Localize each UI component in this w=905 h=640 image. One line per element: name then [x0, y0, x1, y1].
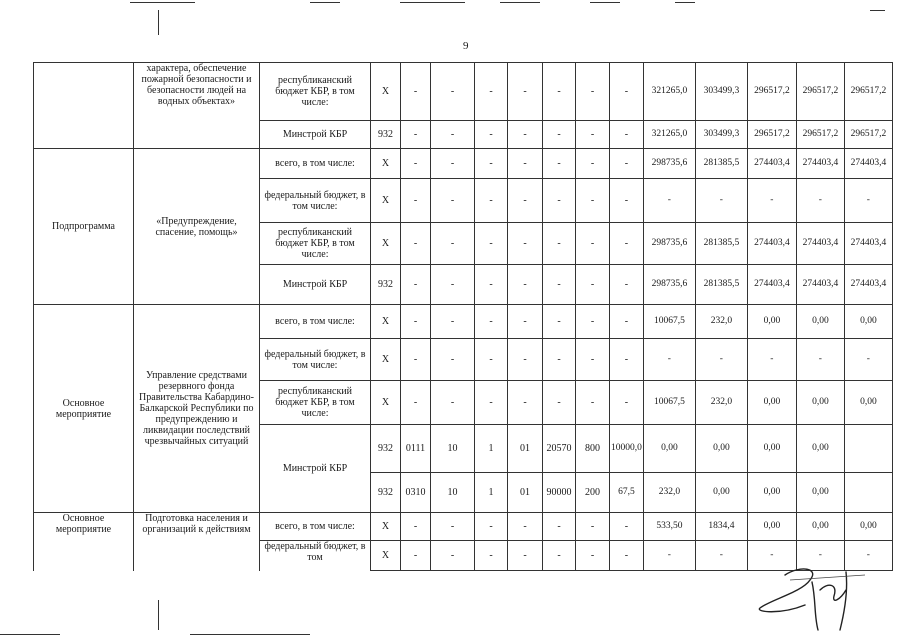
- om-cell: -: [543, 63, 576, 121]
- pr-cell: 10: [431, 425, 475, 473]
- value-cell: 0,00: [643, 425, 695, 473]
- pr-cell: -: [431, 149, 475, 179]
- value-cell: -: [844, 339, 892, 381]
- value-cell: -: [643, 179, 695, 223]
- value-cell: 298735,6: [643, 265, 695, 305]
- gp-cell: -: [475, 121, 508, 149]
- value-cell: 274403,4: [796, 149, 844, 179]
- value-cell: 10000,0: [610, 425, 644, 473]
- rz-cell: -: [401, 223, 431, 265]
- rz-cell: -: [401, 381, 431, 425]
- pp-cell: -: [508, 149, 543, 179]
- rz-cell: -: [401, 541, 431, 571]
- pr-cell: -: [431, 541, 475, 571]
- value-cell: 296517,2: [844, 63, 892, 121]
- value-cell: 0,00: [844, 305, 892, 339]
- gp-cell: -: [475, 179, 508, 223]
- direction-cell: 800: [576, 425, 610, 473]
- value-cell: -: [695, 179, 747, 223]
- om-cell: -: [543, 121, 576, 149]
- vr-cell: -: [610, 381, 644, 425]
- value-cell: -: [844, 179, 892, 223]
- value-cell: -: [747, 541, 796, 571]
- value-cell: 10067,5: [643, 305, 695, 339]
- value-cell: 303499,3: [695, 121, 747, 149]
- value-cell: 0,00: [747, 425, 796, 473]
- rz-cell: -: [401, 179, 431, 223]
- grbs-cell: 932: [371, 121, 401, 149]
- vr-cell: -: [610, 121, 644, 149]
- gp-cell: -: [475, 265, 508, 305]
- value-cell: -: [695, 339, 747, 381]
- value-cell: 303499,3: [695, 63, 747, 121]
- value-cell: -: [796, 339, 844, 381]
- vr-cell: -: [610, 149, 644, 179]
- direction-cell: -: [576, 121, 610, 149]
- scan-artifact: [590, 2, 620, 3]
- gp-cell: -: [475, 223, 508, 265]
- value-cell: 281385,5: [695, 265, 747, 305]
- funding-source-cell: всего, в том числе:: [260, 513, 371, 541]
- value-cell: 0,00: [796, 513, 844, 541]
- value-cell: 0,00: [747, 305, 796, 339]
- value-cell: -: [643, 339, 695, 381]
- scan-artifact: [400, 2, 465, 3]
- grbs-cell: 932: [371, 265, 401, 305]
- value-cell: 0,00: [796, 473, 844, 513]
- value-cell: 67,5: [610, 473, 644, 513]
- grbs-cell: 932: [371, 473, 401, 513]
- value-cell: -: [796, 179, 844, 223]
- value-cell: -: [695, 541, 747, 571]
- funding-source-cell: республиканский бюджет КБР, в том числе:: [260, 63, 371, 121]
- value-cell: 296517,2: [747, 63, 796, 121]
- pp-cell: -: [508, 63, 543, 121]
- vr-cell: -: [610, 513, 644, 541]
- grbs-cell: X: [371, 305, 401, 339]
- direction-cell: -: [576, 381, 610, 425]
- rz-cell: 0111: [401, 425, 431, 473]
- scan-artifact: [158, 10, 159, 35]
- pp-cell: 01: [508, 425, 543, 473]
- funding-source-cell: Минстрой КБР: [260, 121, 371, 149]
- value-cell: 274403,4: [844, 265, 892, 305]
- value-cell: 232,0: [695, 381, 747, 425]
- value-cell: -: [747, 179, 796, 223]
- value-cell: 274403,4: [747, 223, 796, 265]
- funding-source-cell: федеральный бюджет, в том: [260, 541, 371, 571]
- pp-cell: -: [508, 305, 543, 339]
- grbs-cell: X: [371, 63, 401, 121]
- pr-cell: 10: [431, 473, 475, 513]
- value-cell: 296517,2: [844, 121, 892, 149]
- scan-artifact: [675, 2, 695, 3]
- om-cell: -: [543, 381, 576, 425]
- rz-cell: -: [401, 305, 431, 339]
- direction-cell: -: [576, 223, 610, 265]
- pr-cell: -: [431, 339, 475, 381]
- gp-cell: -: [475, 305, 508, 339]
- gp-cell: -: [475, 513, 508, 541]
- value-cell: 0,00: [844, 513, 892, 541]
- om-cell: 90000: [543, 473, 576, 513]
- direction-cell: -: [576, 149, 610, 179]
- rz-cell: -: [401, 265, 431, 305]
- table-row: [34, 63, 893, 121]
- value-cell: 0,00: [844, 381, 892, 425]
- om-cell: -: [543, 265, 576, 305]
- value-cell: 0,00: [796, 305, 844, 339]
- grbs-cell: 932: [371, 425, 401, 473]
- table-row: [34, 513, 893, 541]
- budget-table: [33, 62, 893, 571]
- scan-artifact: [0, 634, 60, 635]
- vr-cell: -: [610, 265, 644, 305]
- grbs-cell: X: [371, 179, 401, 223]
- grbs-cell: X: [371, 149, 401, 179]
- pr-cell: -: [431, 121, 475, 149]
- value-cell: 296517,2: [796, 121, 844, 149]
- om-cell: -: [543, 179, 576, 223]
- direction-cell: -: [576, 513, 610, 541]
- pp-cell: -: [508, 121, 543, 149]
- pr-cell: -: [431, 381, 475, 425]
- value-cell: -: [747, 339, 796, 381]
- om-cell: -: [543, 149, 576, 179]
- funding-source-cell: всего, в том числе:: [260, 149, 371, 179]
- vr-cell: -: [610, 305, 644, 339]
- direction-cell: -: [576, 339, 610, 381]
- direction-cell: -: [576, 305, 610, 339]
- value-cell: 321265,0: [643, 121, 695, 149]
- page-number: 9: [463, 40, 469, 52]
- value-cell: 274403,4: [844, 223, 892, 265]
- grbs-cell: X: [371, 513, 401, 541]
- value-cell: 274403,4: [747, 265, 796, 305]
- funding-source-cell: всего, в том числе:: [260, 305, 371, 339]
- event-name-cell: характера, обеспечение пожарной безопасности и безопасности людей на водных объектах»: [134, 63, 260, 149]
- rz-cell: -: [401, 513, 431, 541]
- vr-cell: -: [610, 339, 644, 381]
- gp-cell: -: [475, 339, 508, 381]
- vr-cell: -: [610, 223, 644, 265]
- pr-cell: -: [431, 265, 475, 305]
- value-cell: 10067,5: [643, 381, 695, 425]
- grbs-cell: X: [371, 541, 401, 571]
- pp-cell: -: [508, 223, 543, 265]
- pp-cell: -: [508, 541, 543, 571]
- pp-cell: -: [508, 381, 543, 425]
- value-cell: 0,00: [747, 513, 796, 541]
- status-cell: Основное мероприятие: [34, 305, 134, 513]
- grbs-cell: X: [371, 339, 401, 381]
- value-cell: 296517,2: [747, 121, 796, 149]
- pr-cell: -: [431, 179, 475, 223]
- signature-icon: [750, 560, 870, 635]
- pr-cell: -: [431, 63, 475, 121]
- pr-cell: -: [431, 305, 475, 339]
- rz-cell: -: [401, 149, 431, 179]
- rz-cell: 0310: [401, 473, 431, 513]
- value-cell: -: [643, 541, 695, 571]
- funding-source-cell: Минстрой КБР: [260, 425, 371, 513]
- gp-cell: -: [475, 541, 508, 571]
- funding-source-cell: республиканский бюджет КБР, в том числе:: [260, 223, 371, 265]
- gp-cell: -: [475, 63, 508, 121]
- scan-artifact: [130, 2, 195, 3]
- value-cell: 274403,4: [844, 149, 892, 179]
- funding-source-cell: федеральный бюджет, в том числе:: [260, 339, 371, 381]
- scan-artifact: [310, 2, 340, 3]
- status-cell: Подпрограмма: [34, 149, 134, 305]
- funding-source-cell: республиканский бюджет КБР, в том числе:: [260, 381, 371, 425]
- vr-cell: -: [610, 541, 644, 571]
- direction-cell: -: [576, 63, 610, 121]
- value-cell: 298735,6: [643, 149, 695, 179]
- status-cell: Основное мероприятие: [34, 513, 134, 571]
- gp-cell: -: [475, 381, 508, 425]
- value-cell: 0,00: [747, 473, 796, 513]
- value-cell: 298735,6: [643, 223, 695, 265]
- event-name-cell: Управление средствами резервного фонда Правительства Кабардино-Балкарской Республики по предупреждению и ликвидации последствий чрезвычайных ситуаций: [134, 305, 260, 513]
- om-cell: -: [543, 513, 576, 541]
- pr-cell: -: [431, 223, 475, 265]
- vr-cell: [844, 425, 892, 473]
- pr-cell: -: [431, 513, 475, 541]
- value-cell: 0,00: [796, 381, 844, 425]
- rz-cell: -: [401, 121, 431, 149]
- value-cell: 1834,4: [695, 513, 747, 541]
- gp-cell: -: [475, 149, 508, 179]
- om-cell: -: [543, 305, 576, 339]
- value-cell: 274403,4: [796, 223, 844, 265]
- value-cell: 281385,5: [695, 223, 747, 265]
- vr-cell: [844, 473, 892, 513]
- om-cell: 20570: [543, 425, 576, 473]
- event-name-cell: Подготовка населения и организаций к действиям: [134, 513, 260, 571]
- funding-source-cell: Минстрой КБР: [260, 265, 371, 305]
- value-cell: 296517,2: [796, 63, 844, 121]
- direction-cell: -: [576, 265, 610, 305]
- vr-cell: -: [610, 179, 644, 223]
- pp-cell: -: [508, 513, 543, 541]
- om-cell: -: [543, 223, 576, 265]
- status-cell: [34, 63, 134, 149]
- value-cell: 0,00: [796, 425, 844, 473]
- grbs-cell: X: [371, 223, 401, 265]
- scan-artifact: [158, 600, 159, 630]
- value-cell: 274403,4: [796, 265, 844, 305]
- vr-cell: -: [610, 63, 644, 121]
- value-cell: 533,50: [643, 513, 695, 541]
- scan-artifact: [190, 634, 310, 635]
- direction-cell: -: [576, 179, 610, 223]
- grbs-cell: X: [371, 381, 401, 425]
- om-cell: -: [543, 339, 576, 381]
- gp-cell: 1: [475, 425, 508, 473]
- value-cell: 232,0: [695, 305, 747, 339]
- direction-cell: 200: [576, 473, 610, 513]
- value-cell: 321265,0: [643, 63, 695, 121]
- event-name-cell: «Предупреждение, спасение, помощь»: [134, 149, 260, 305]
- value-cell: 0,00: [695, 425, 747, 473]
- value-cell: 274403,4: [747, 149, 796, 179]
- value-cell: 0,00: [695, 473, 747, 513]
- pp-cell: -: [508, 179, 543, 223]
- table-row: [34, 305, 893, 339]
- value-cell: 0,00: [747, 381, 796, 425]
- value-cell: 281385,5: [695, 149, 747, 179]
- value-cell: 232,0: [643, 473, 695, 513]
- table-row: [34, 149, 893, 179]
- funding-source-cell: федеральный бюджет, в том числе:: [260, 179, 371, 223]
- value-cell: -: [844, 541, 892, 571]
- pp-cell: -: [508, 339, 543, 381]
- scan-artifact: [500, 2, 540, 3]
- om-cell: -: [543, 541, 576, 571]
- scan-artifact: [870, 10, 885, 11]
- pp-cell: 01: [508, 473, 543, 513]
- value-cell: -: [796, 541, 844, 571]
- pp-cell: -: [508, 265, 543, 305]
- rz-cell: -: [401, 63, 431, 121]
- direction-cell: -: [576, 541, 610, 571]
- rz-cell: -: [401, 339, 431, 381]
- gp-cell: 1: [475, 473, 508, 513]
